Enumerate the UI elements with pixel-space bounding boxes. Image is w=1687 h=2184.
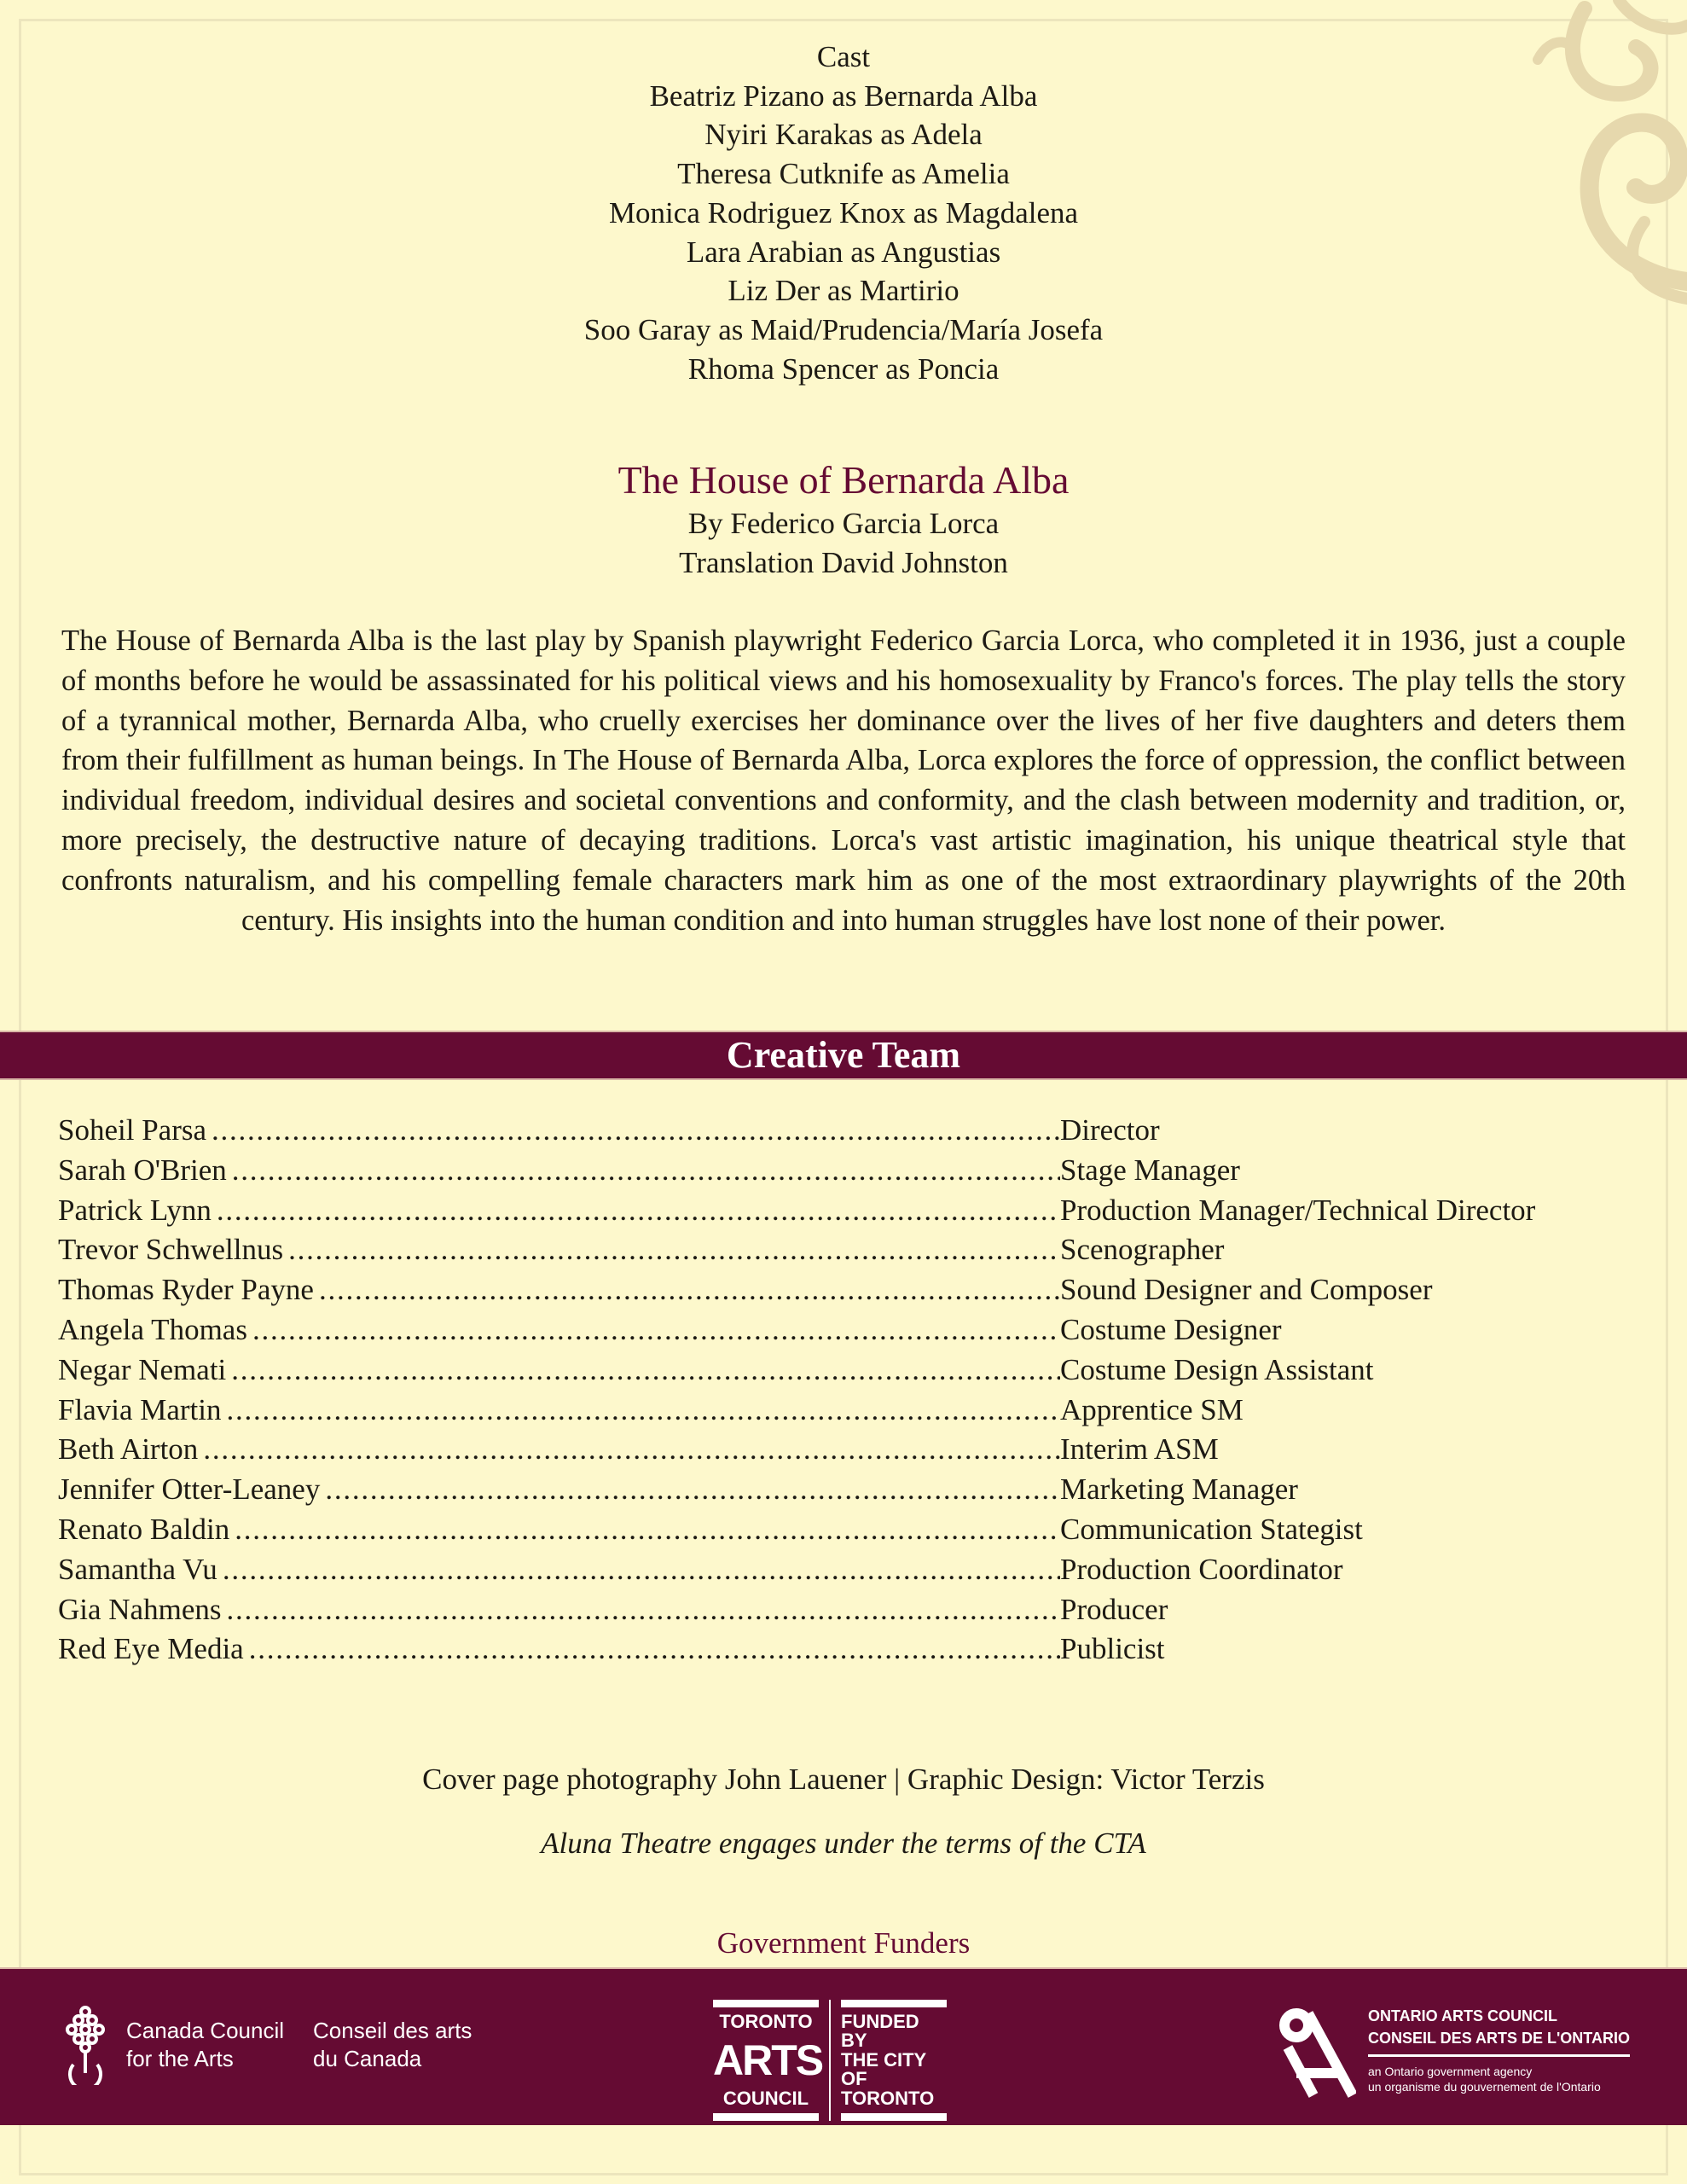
- team-member-role: Producer: [1060, 1592, 1168, 1626]
- cc-french-line1: Conseil des arts: [313, 2018, 472, 2043]
- team-row: [58, 1350, 1661, 1391]
- team-row: [58, 1430, 1661, 1470]
- team-member-name: Samantha Vu: [58, 1552, 217, 1586]
- team-member-name: Gia Nahmens: [58, 1592, 222, 1626]
- cast-section: [0, 38, 1687, 388]
- dot-leader: [283, 1230, 1060, 1270]
- cast-member: Beatriz Pizano as Bernarda Alba: [649, 78, 1038, 113]
- tac-funded-line1: FUNDED BY: [841, 2011, 919, 2051]
- team-member-role: Apprentice SM: [1060, 1392, 1244, 1426]
- team-member-role: Director: [1060, 1113, 1160, 1147]
- play-description: The House of Bernarda Alba is the last play by Spanish playwright Federico Garcia Lorca, who completed it in 1936, just a couple of months before he would be assassinated for his political views and his homosexuality by Franco's forces. The play tells the story of a tyrannical mother, Bernarda Alba, who cruelly exercises her dominance over the lives of her five daughters and deters them from their fulfillment as human beings. In The House of Bernarda Alba, Lorca explores the force of oppression, the conflict between individual freedom, individual desires and societal conventions and conformity, and the clash between modernity and tradition, or, more precisely, the destructive nature of decaying traditions. Lorca's vast artistic imagination, his unique theatrical style that confronts naturalism, and his compelling female characters mark him as one of the most extraordinary playwrights of the 20th century. His insights into the human condition and into human struggles have lost none of their power.: [61, 624, 1626, 937]
- team-member-role: Sound Designer and Composer: [1060, 1273, 1433, 1307]
- tac-line1: TORONTO: [719, 2011, 813, 2032]
- dot-leader: [227, 1151, 1060, 1191]
- oac-french-name: CONSEIL DES ARTS DE L'ONTARIO: [1368, 2030, 1630, 2047]
- creative-team-list: [58, 1111, 1661, 1670]
- team-member-name: Angela Thomas: [58, 1312, 247, 1346]
- team-member-role: Costume Design Assistant: [1060, 1352, 1374, 1386]
- dot-leader: [320, 1470, 1060, 1510]
- team-name-cell: [58, 1230, 1060, 1270]
- team-row: [58, 1629, 1661, 1670]
- dot-leader: [212, 1191, 1060, 1231]
- team-row: [58, 1510, 1661, 1550]
- team-name-cell: [58, 1550, 1060, 1590]
- play-author: By Federico Garcia Lorca: [687, 507, 1000, 540]
- dot-leader: [206, 1111, 1060, 1151]
- dot-leader: [247, 1310, 1060, 1350]
- dot-leader: [222, 1391, 1061, 1431]
- team-member-name: Flavia Martin: [58, 1392, 222, 1426]
- funders-footer: [0, 1967, 1687, 2125]
- team-member-role: Stage Manager: [1060, 1153, 1240, 1187]
- team-name-cell: [58, 1111, 1060, 1151]
- toronto-arts-council-logo: [713, 2000, 947, 2121]
- team-row: [58, 1470, 1661, 1510]
- tac-funded-line3: TORONTO: [841, 2088, 935, 2109]
- team-member-role: Scenographer: [1060, 1233, 1225, 1267]
- cast-member: Nyiri Karakas as Adela: [704, 118, 983, 152]
- cc-english-line1: Canada Council: [126, 2018, 285, 2043]
- play-translation: Translation David Johnston: [679, 545, 1008, 579]
- team-member-role: Production Manager/Technical Director: [1060, 1193, 1536, 1227]
- cast-member: Soo Garay as Maid/Prudencia/María Josefa: [583, 312, 1104, 346]
- canada-council-tree-icon: [58, 2005, 113, 2085]
- team-member-name: Patrick Lynn: [58, 1193, 212, 1227]
- team-member-name: Jennifer Otter-Leaney: [58, 1472, 321, 1507]
- team-row: [58, 1230, 1661, 1270]
- team-name-cell: [58, 1270, 1060, 1310]
- oac-agency-fr: un organisme du gouvernement de l'Ontario: [1368, 2080, 1601, 2094]
- team-name-cell: [58, 1310, 1060, 1350]
- team-member-name: Soheil Parsa: [58, 1113, 207, 1147]
- cta-note: Aluna Theatre engages under the terms of the CTA: [541, 1827, 1146, 1860]
- tac-funded-line2: THE CITY OF: [841, 2049, 926, 2089]
- creative-team-heading: Creative Team: [0, 1031, 1687, 1080]
- team-member-name: Beth Airton: [58, 1432, 199, 1467]
- team-member-role: Interim ASM: [1060, 1432, 1219, 1467]
- team-member-name: Sarah O'Brien: [58, 1153, 227, 1187]
- funders-heading: Government Funders: [716, 1926, 971, 1960]
- team-name-cell: [58, 1391, 1060, 1431]
- team-member-name: Negar Nemati: [58, 1352, 227, 1386]
- oac-agency-en: an Ontario government agency: [1368, 2065, 1533, 2078]
- team-row: [58, 1151, 1661, 1191]
- play-byline: [0, 504, 1687, 582]
- dot-leader: [229, 1510, 1060, 1550]
- dot-leader: [226, 1350, 1060, 1391]
- team-member-name: Red Eye Media: [58, 1632, 244, 1666]
- dot-leader: [314, 1270, 1060, 1310]
- team-member-role: Costume Designer: [1060, 1312, 1282, 1346]
- team-name-cell: [58, 1350, 1060, 1391]
- team-name-cell: [58, 1151, 1060, 1191]
- ontario-arts-council-emblem-icon: [1271, 2005, 1356, 2099]
- team-row: [58, 1550, 1661, 1590]
- team-member-role: Marketing Manager: [1060, 1472, 1298, 1507]
- team-name-cell: [58, 1510, 1060, 1550]
- team-row: [58, 1191, 1661, 1231]
- cast-member: Liz Der as Martirio: [728, 274, 959, 308]
- team-row: [58, 1590, 1661, 1630]
- cast-member: Monica Rodriguez Knox as Magdalena: [608, 195, 1079, 229]
- dot-leader: [198, 1430, 1060, 1470]
- dot-leader: [217, 1550, 1060, 1590]
- team-member-role: Publicist: [1060, 1632, 1165, 1666]
- team-row: [58, 1310, 1661, 1350]
- team-row: [58, 1270, 1661, 1310]
- cast-heading: Cast: [816, 40, 871, 73]
- team-row: [58, 1391, 1661, 1431]
- oac-divider: [1368, 2054, 1630, 2057]
- ontario-arts-council-logo: [1271, 2005, 1630, 2099]
- dot-leader: [221, 1590, 1060, 1630]
- cast-member: Lara Arabian as Angustias: [686, 235, 1001, 269]
- tac-line2: ARTS: [713, 2036, 823, 2084]
- team-name-cell: [58, 1191, 1060, 1231]
- cast-member: Theresa Cutknife as Amelia: [677, 157, 1010, 191]
- team-name-cell: [58, 1470, 1060, 1510]
- team-name-cell: [58, 1590, 1060, 1630]
- team-member-name: Trevor Schwellnus: [58, 1233, 284, 1267]
- team-member-name: Renato Baldin: [58, 1512, 230, 1546]
- oac-english-name: ONTARIO ARTS COUNCIL: [1368, 2007, 1557, 2024]
- design-credit: Cover page photography John Lauener | Graphic Design: Victor Terzis: [422, 1763, 1265, 1796]
- team-member-role: Production Coordinator: [1060, 1552, 1343, 1586]
- team-member-role: Communication Stategist: [1060, 1512, 1363, 1546]
- play-title: The House of Bernarda Alba: [617, 458, 1070, 502]
- team-name-cell: [58, 1629, 1060, 1670]
- cc-french-line2: du Canada: [313, 2046, 422, 2071]
- team-member-name: Thomas Ryder Payne: [58, 1273, 314, 1307]
- team-row: [58, 1111, 1661, 1151]
- team-name-cell: [58, 1430, 1060, 1470]
- cast-member: Rhoma Spencer as Poncia: [687, 351, 1000, 386]
- dot-leader: [244, 1629, 1060, 1670]
- tac-divider: [829, 2000, 831, 2121]
- canada-council-logo: [58, 2005, 487, 2085]
- cc-english-line2: for the Arts: [126, 2046, 234, 2071]
- tac-line3: COUNCIL: [722, 2088, 809, 2109]
